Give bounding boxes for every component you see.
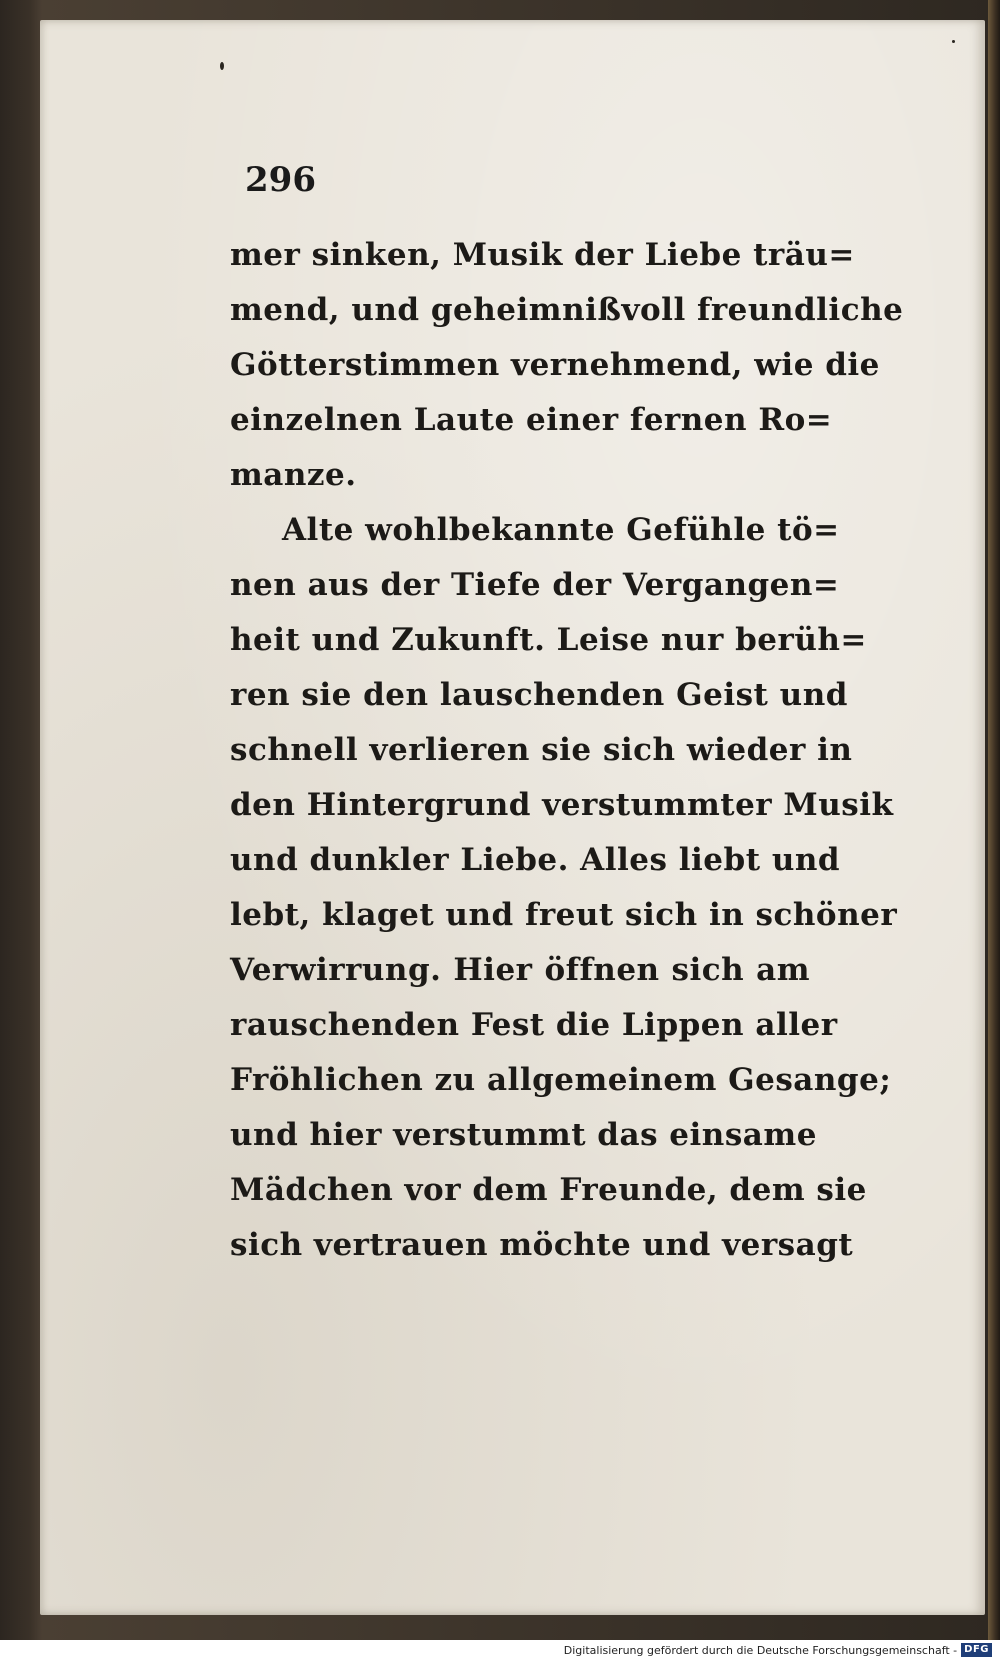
text-line: schnell verlieren sie sich wieder in <box>230 732 853 768</box>
ink-speck <box>952 40 955 43</box>
credit-text: Digitalisierung gefördert durch die Deutsche Forschungsgemeinschaft - <box>563 1643 958 1657</box>
text-line: Fröhlichen zu allgemeinem Gesange; <box>230 1062 892 1098</box>
text-line: den Hintergrund verstummter Musik <box>230 787 894 823</box>
text-line: Götterstimmen vernehmend, wie die <box>230 347 880 383</box>
text-line: lebt, klaget und freut sich in schöner <box>230 897 898 933</box>
text-line: sich vertrauen möchte und versagt <box>230 1227 854 1263</box>
text-line: nen aus der Tiefe der Vergangen= <box>230 567 840 603</box>
text-line: heit und Zukunft. Leise nur berüh= <box>230 622 867 658</box>
digitization-credit <box>564 1643 992 1657</box>
text-line: Mädchen vor dem Freunde, dem sie <box>230 1172 867 1208</box>
text-line: einzelnen Laute einer fernen Ro= <box>230 402 833 438</box>
ink-speck <box>220 62 224 70</box>
book-page <box>40 20 985 1615</box>
text-line: rauschenden Fest die Lippen aller <box>230 1007 838 1043</box>
dfg-logo: DFG <box>961 1643 992 1657</box>
body-text <box>230 228 904 1273</box>
text-line: manze. <box>230 457 357 493</box>
page-number: 296 <box>245 160 316 200</box>
text-line: Verwirrung. Hier öffnen sich am <box>230 952 810 988</box>
text-line: ren sie den lauschenden Geist und <box>230 677 848 713</box>
text-line: mend, und geheimnißvoll freundliche <box>230 292 904 328</box>
text-line: mer sinken, Musik der Liebe träu= <box>230 237 855 273</box>
text-line: und hier verstummt das einsame <box>230 1117 817 1153</box>
text-line: Alte wohlbekannte Gefühle tö= <box>282 512 840 548</box>
text-line: und dunkler Liebe. Alles liebt und <box>230 842 841 878</box>
book-binding-edge <box>988 0 1000 1640</box>
